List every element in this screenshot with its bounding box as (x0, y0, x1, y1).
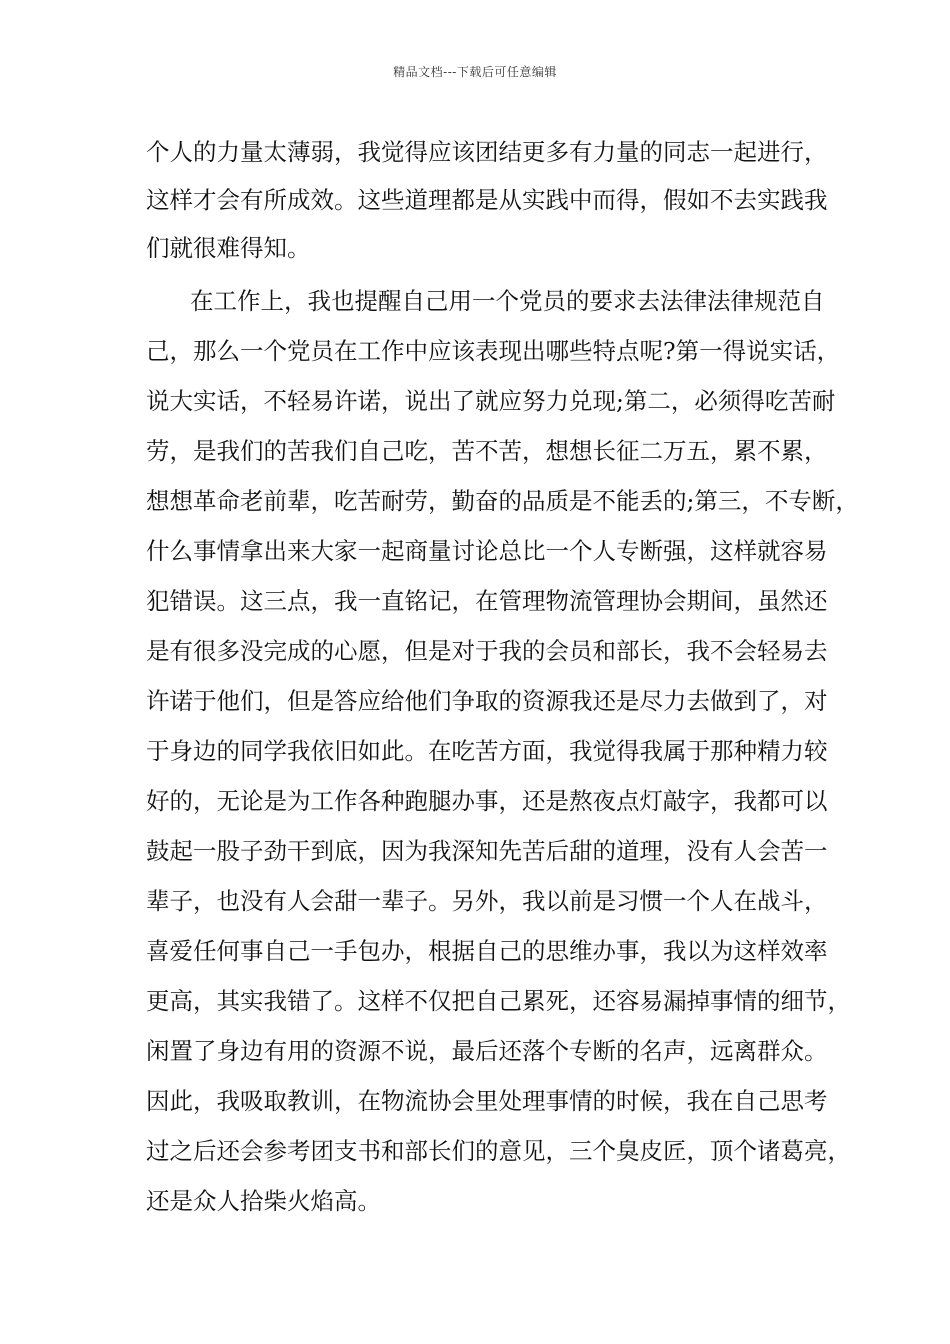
text-line: 们就很难得知。 (146, 234, 311, 262)
text-line: 鼓起一股子劲干到底，因为我深知先苦后甜的道理，没有人会苦一 (146, 837, 828, 865)
text-line: 说大实话，不轻易许诺，说出了就应努力兑现;第二，必须得吃苦耐 (146, 387, 836, 415)
text-line: 喜爱任何事自己一手包办，根据自己的思维办事，我以为这样效率 (146, 937, 828, 965)
text-line: 辈子，也没有人会甜一辈子。另外，我以前是习惯一个人在战斗， (146, 887, 828, 915)
text-line: 好的，无论是为工作各种跑腿办事，还是熬夜点灯敲字，我都可以 (146, 787, 828, 815)
text-line: 于身边的同学我依旧如此。在吃苦方面，我觉得我属于那种精力较 (146, 737, 828, 765)
text-line: 因此，我吸取教训，在物流协会里处理事情的时候，我在自己思考 (146, 1087, 828, 1115)
text-line: 许诺于他们，但是答应给他们争取的资源我还是尽力去做到了，对 (146, 687, 828, 715)
text-line: 还是众人拾柴火焰高。 (146, 1187, 381, 1215)
text-line: 过之后还会参考团支书和部长们的意见，三个臭皮匠，顶个诸葛亮， (146, 1137, 851, 1165)
text-line: 更高，其实我错了。这样不仅把自己累死，还容易漏掉事情的细节， (146, 987, 851, 1015)
text-line: 闲置了身边有用的资源不说，最后还落个专断的名声，远离群众。 (146, 1037, 828, 1065)
text-line: 劳，是我们的苦我们自己吃，苦不苦，想想长征二万五，累不累， (146, 437, 828, 465)
text-line: 是有很多没完成的心愿，但是对于我的会员和部长，我不会轻易去 (146, 637, 828, 665)
text-line: 己，那么一个党员在工作中应该表现出哪些特点呢?第一得说实话， (146, 337, 841, 365)
text-line: 这样才会有所成效。这些道理都是从实践中而得，假如不去实践我 (146, 186, 828, 214)
text-line: 犯错误。这三点，我一直铭记，在管理物流管理协会期间，虽然还 (146, 587, 828, 615)
page-header: 精品文档---下载后可任意编辑 (393, 65, 557, 79)
text-line: 什么事情拿出来大家一起商量讨论总比一个人专断强，这样就容易 (146, 537, 828, 565)
text-line: 个人的力量太薄弱，我觉得应该团结更多有力量的同志一起进行， (146, 138, 828, 166)
text-line: 想想革命老前辈，吃苦耐劳，勤奋的品质是不能丢的;第三，不专断， (146, 487, 859, 515)
paragraph-first-line: 在工作上，我也提醒自己用一个党员的要求去法律法律规范自 (190, 287, 825, 315)
